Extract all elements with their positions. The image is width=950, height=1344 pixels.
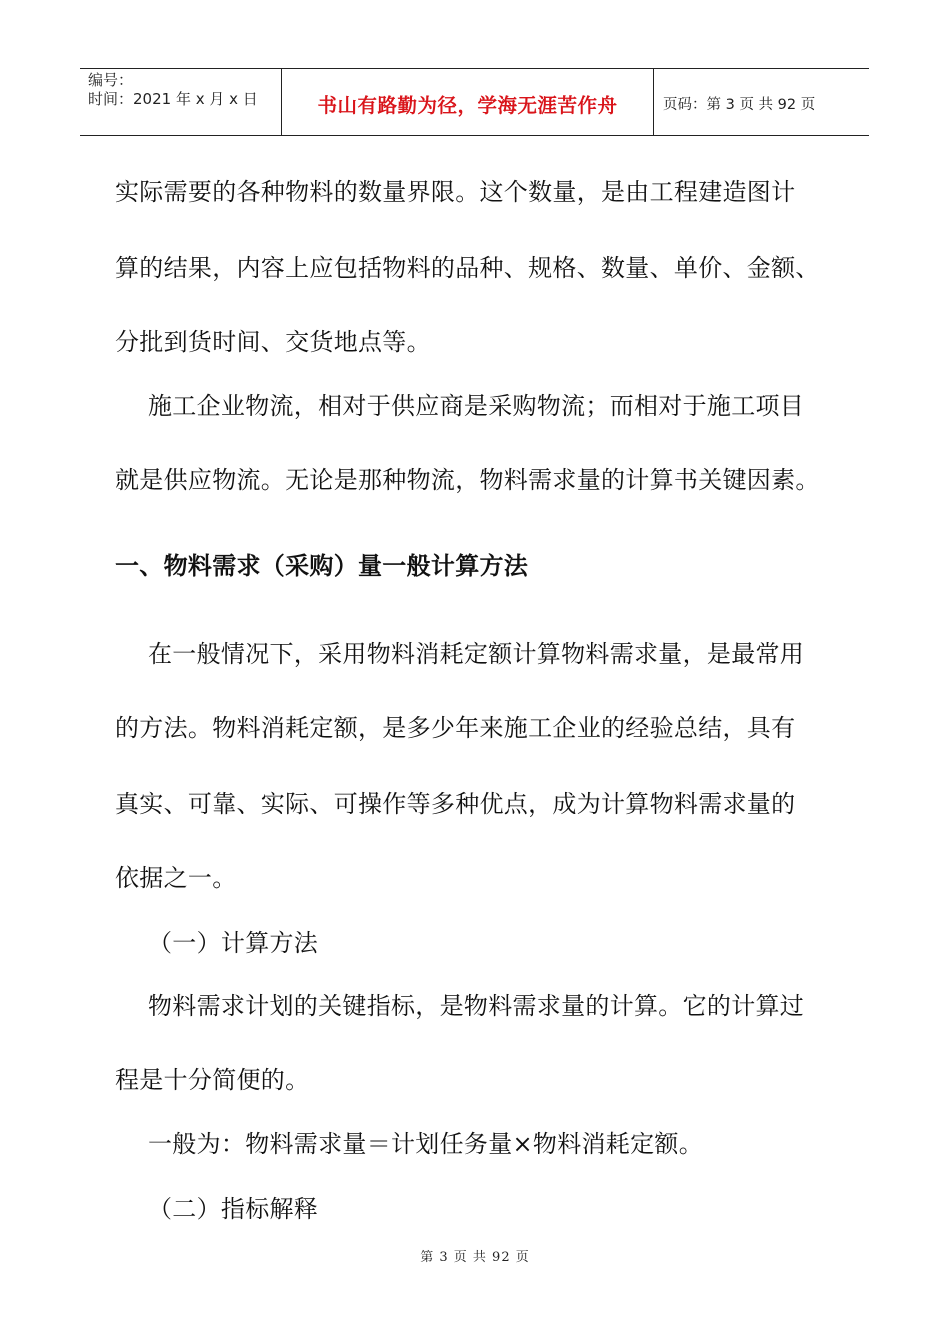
formula-line: 一般为：物料需求量＝计划任务量×物料消耗定额。 — [148, 1130, 704, 1158]
section-heading: 一、物料需求（采购）量一般计算方法 — [115, 552, 529, 580]
page-info: 页码：第 3 页 共 92 页 — [663, 96, 816, 113]
subsection-heading: （二）指标解释 — [148, 1195, 319, 1223]
paragraph-line: 算的结果，内容上应包括物料的品种、规格、数量、单价、金额、 — [115, 254, 820, 282]
page-footer: 第 3 页 共 92 页 — [420, 1250, 530, 1265]
paragraph-line: 在一般情况下，采用物料消耗定额计算物料需求量，是最常用 — [148, 640, 805, 668]
number-label: 编号： — [88, 71, 134, 89]
paragraph-line: 程是十分简便的。 — [115, 1066, 310, 1094]
header-motto-cell — [281, 69, 654, 135]
paragraph-line: 施工企业物流，相对于供应商是采购物流；而相对于施工项目 — [148, 392, 805, 420]
time-label: 时间：2021 年 x 月 x 日 — [88, 90, 258, 108]
paragraph-line: 的方法。物料消耗定额，是多少年来施工企业的经验总结，具有 — [115, 714, 796, 742]
paragraph-line: 就是供应物流。无论是那种物流，物料需求量的计算书关键因素。 — [115, 466, 820, 494]
paragraph-line: 分批到货时间、交货地点等。 — [115, 328, 431, 356]
subsection-heading: （一）计算方法 — [148, 929, 319, 957]
paragraph-line: 真实、可靠、实际、可操作等多种优点，成为计算物料需求量的 — [115, 790, 796, 818]
motto-text: 书山有路勤为径，学海无涯苦作舟 — [317, 94, 618, 117]
paragraph-line: 依据之一。 — [115, 864, 237, 892]
paragraph-line: 物料需求计划的关键指标，是物料需求量的计算。它的计算过 — [148, 992, 805, 1020]
document-header — [80, 68, 869, 136]
header-page-info-cell — [654, 69, 869, 135]
paragraph-line: 实际需要的各种物料的数量界限。这个数量，是由工程建造图计 — [115, 178, 796, 206]
header-meta — [80, 69, 281, 135]
